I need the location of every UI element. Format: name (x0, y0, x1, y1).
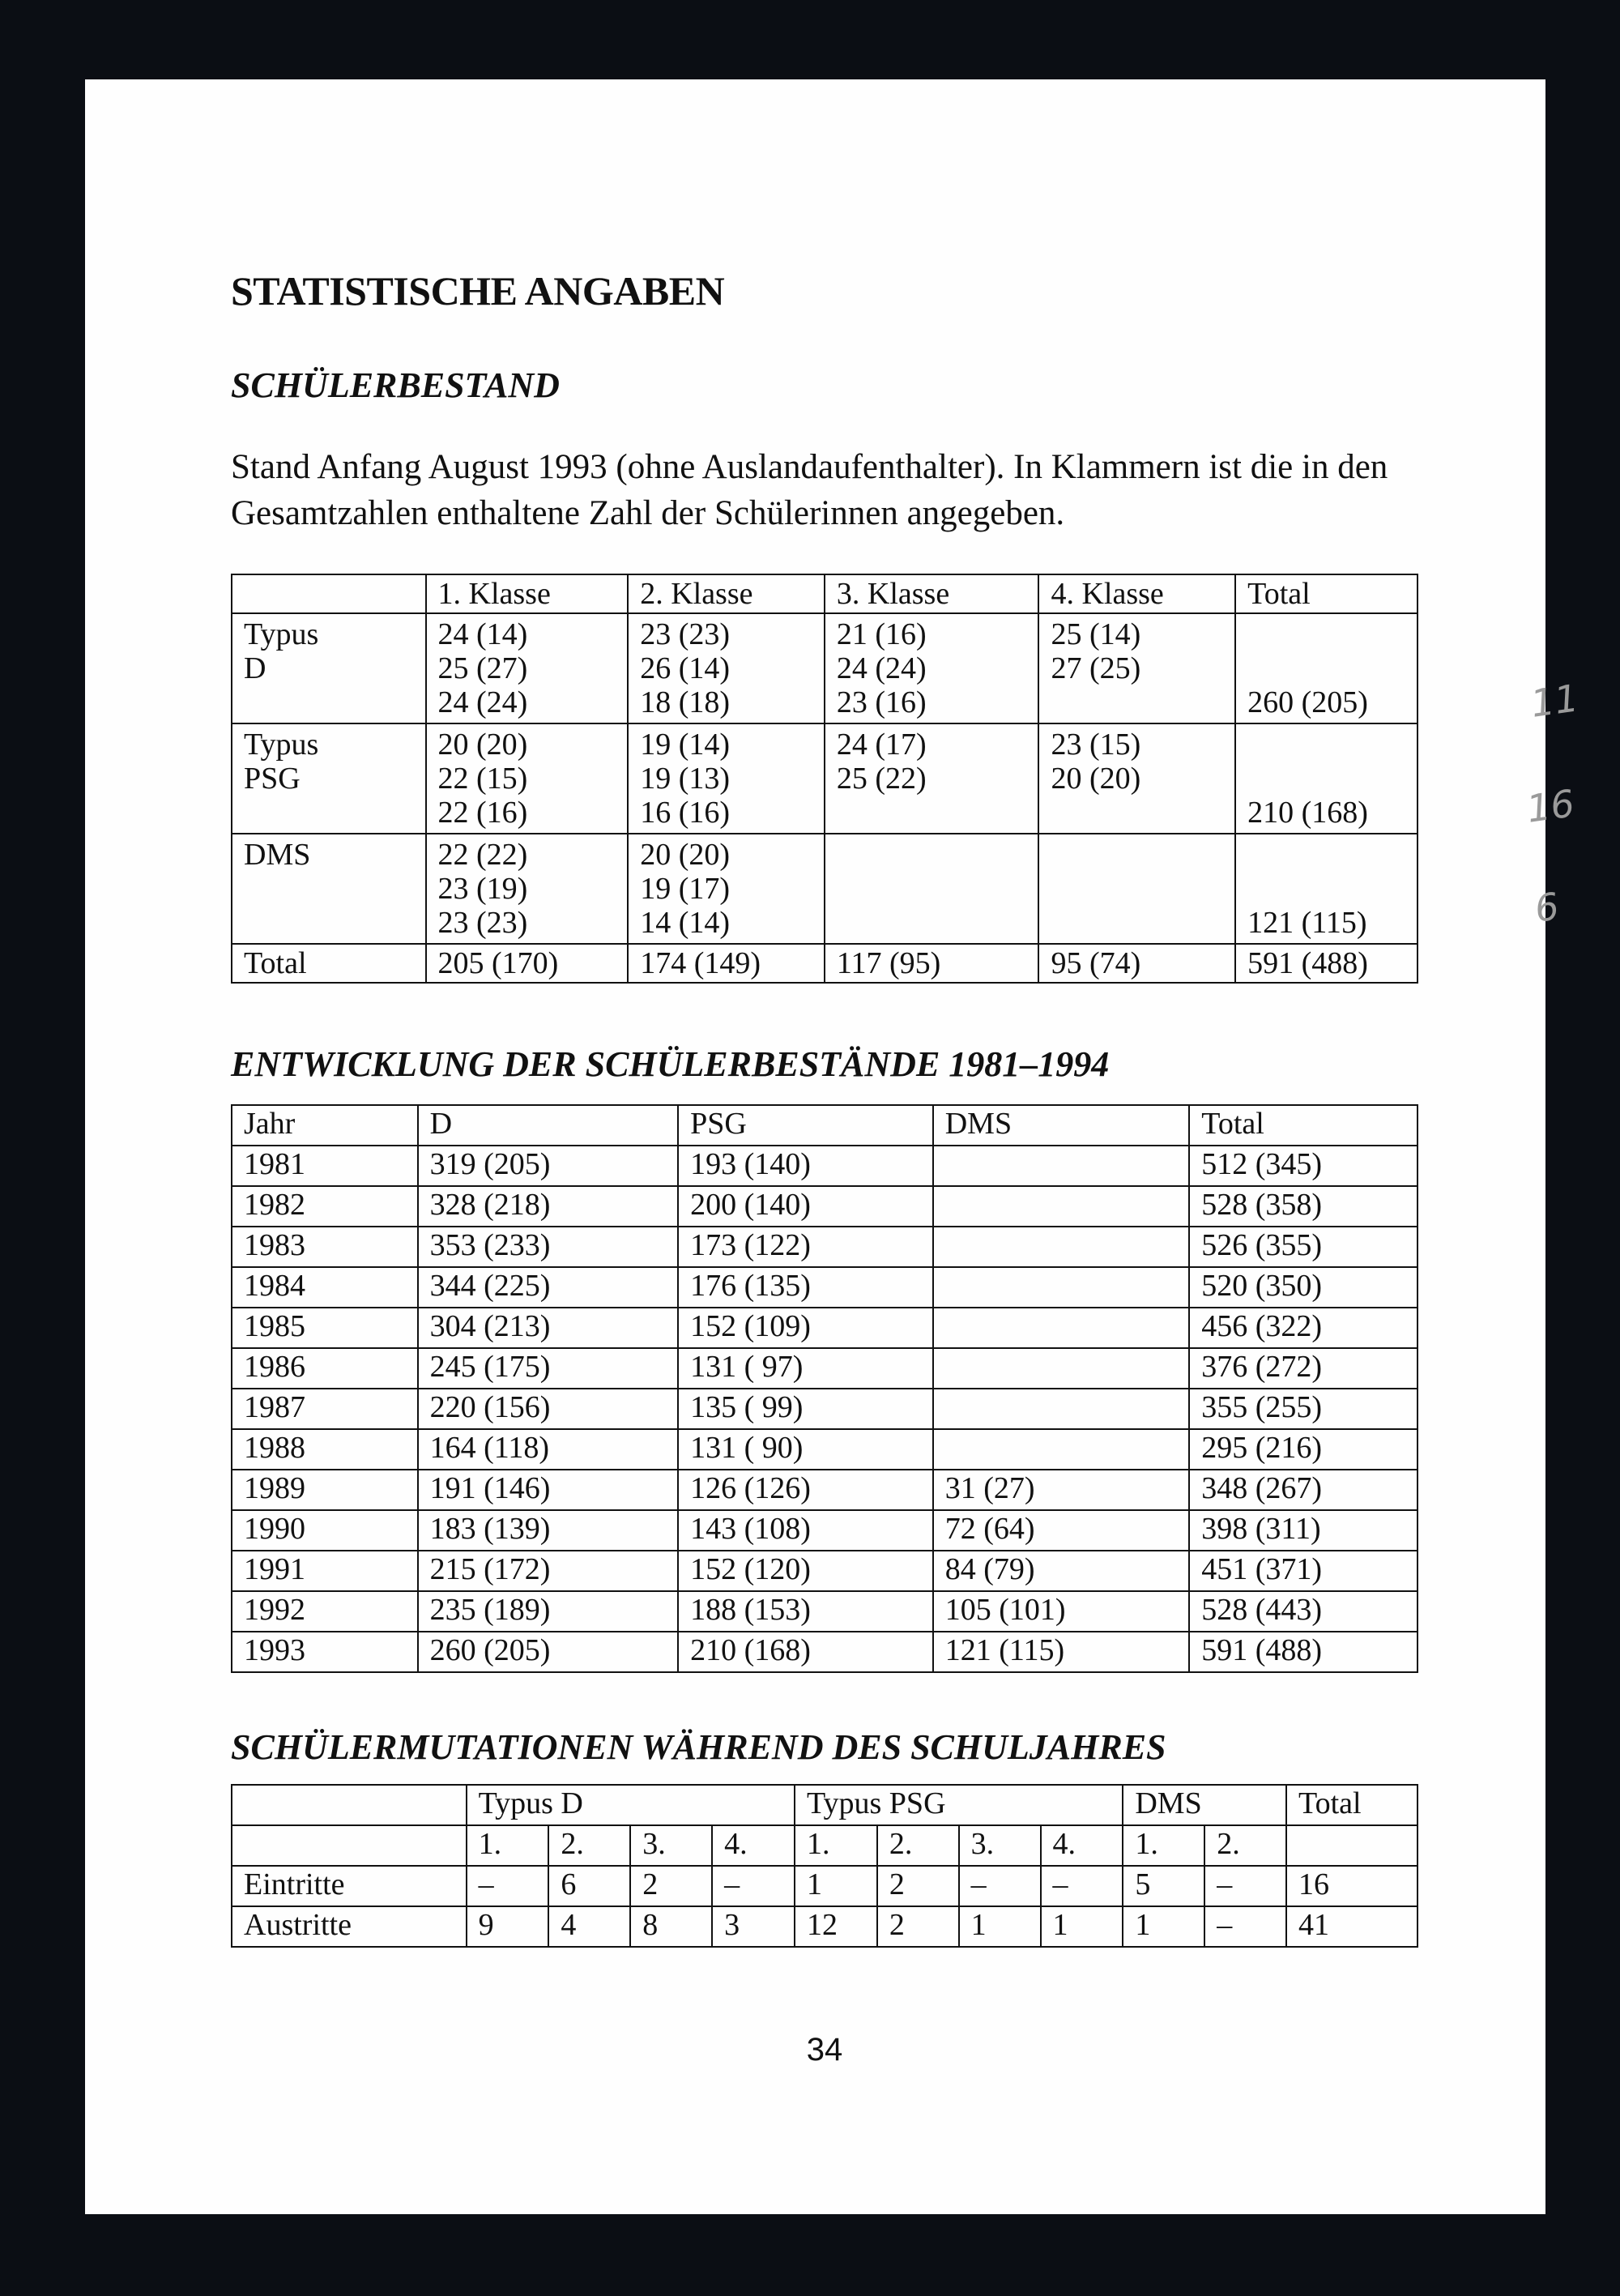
header-cell (232, 1785, 467, 1825)
header-cell: Total (1189, 1105, 1418, 1146)
table-header-row (232, 574, 1418, 613)
cell-klasse-3: 21 (16) 24 (24) 23 (16) (825, 613, 1039, 723)
cell-d: 164 (118) (418, 1429, 679, 1470)
cell-total: 512 (345) (1189, 1146, 1418, 1186)
table-total-row (232, 944, 1418, 983)
cell-klasse-1: 24 (14) 25 (27) 24 (24) (426, 613, 629, 723)
cell: 2 (630, 1866, 712, 1906)
cell: 3 (712, 1906, 795, 1947)
cell: 12 (795, 1906, 877, 1947)
cell-d: 183 (139) (418, 1510, 679, 1551)
cell-total: 456 (322) (1189, 1308, 1418, 1348)
header-cell: D (418, 1105, 679, 1146)
cell-dms: 105 (101) (933, 1591, 1190, 1632)
cell-klasse-1: 205 (170) (426, 944, 629, 983)
header-cell: 1. (1123, 1825, 1204, 1866)
cell-psg: 210 (168) (678, 1632, 933, 1672)
cell-dms (933, 1227, 1190, 1267)
cell-dms (933, 1348, 1190, 1389)
table-row (232, 1227, 1418, 1267)
cell-jahr: 1986 (232, 1348, 418, 1389)
header-cell: 2. Klasse (628, 574, 825, 613)
table-row (232, 1470, 1418, 1510)
cell-psg: 143 (108) (678, 1510, 933, 1551)
cell-jahr: 1988 (232, 1429, 418, 1470)
cell: 9 (467, 1906, 549, 1947)
cell-psg: 200 (140) (678, 1186, 933, 1227)
header-cell: 4. (712, 1825, 795, 1866)
cell-total: 591 (488) (1235, 944, 1418, 983)
cell-klasse-1: 20 (20) 22 (15) 22 (16) (426, 723, 629, 834)
cell: 8 (630, 1906, 712, 1947)
table-row (232, 1591, 1418, 1632)
table-row (232, 1186, 1418, 1227)
cell: – (1204, 1866, 1286, 1906)
table-row (232, 1348, 1418, 1389)
section-heading-schuelerbestand: SCHÜLERBESTAND (231, 365, 560, 405)
header-cell: 3. (630, 1825, 712, 1866)
cell-total: 348 (267) (1189, 1470, 1418, 1510)
table-row (232, 1429, 1418, 1470)
cell-dms (933, 1389, 1190, 1429)
cell-d: 319 (205) (418, 1146, 679, 1186)
header-cell: 3. (959, 1825, 1041, 1866)
header-cell-typus-d: Typus D (467, 1785, 795, 1825)
header-cell: 2. (1204, 1825, 1286, 1866)
cell-jahr: 1983 (232, 1227, 418, 1267)
cell-jahr: 1982 (232, 1186, 418, 1227)
row-label: Total (232, 944, 426, 983)
header-cell (1286, 1825, 1418, 1866)
header-cell: Jahr (232, 1105, 418, 1146)
header-cell-typus-psg: Typus PSG (795, 1785, 1123, 1825)
row-label: DMS (232, 834, 426, 944)
table-row (232, 1510, 1418, 1551)
cell-total: 210 (168) (1235, 723, 1418, 834)
cell: 2 (877, 1866, 959, 1906)
cell-total: 121 (115) (1235, 834, 1418, 944)
cell: 4 (548, 1906, 630, 1947)
page-number: 34 (806, 2032, 843, 2068)
header-cell: 2. (548, 1825, 630, 1866)
row-label: Eintritte (232, 1866, 467, 1906)
cell-total: 528 (443) (1189, 1591, 1418, 1632)
cell-klasse-3: 24 (17) 25 (22) (825, 723, 1039, 834)
cell-total: 16 (1286, 1866, 1418, 1906)
intro-paragraph: Stand Anfang August 1993 (ohne Auslandaufenthalter). In Klammern ist die in den Gesamtzahlen enthaltene Zahl der Schülerinnen angegeben. (231, 448, 1388, 532)
cell-total: 398 (311) (1189, 1510, 1418, 1551)
cell: – (1041, 1866, 1123, 1906)
schuelerbestand-table (231, 574, 1418, 984)
table-row-eintritte (232, 1866, 1418, 1906)
row-label: Typus PSG (232, 723, 426, 834)
cell: 1 (1041, 1906, 1123, 1947)
table-row (232, 1146, 1418, 1186)
header-cell: DMS (933, 1105, 1190, 1146)
cell-klasse-1: 22 (22) 23 (19) 23 (23) (426, 834, 629, 944)
header-cell (232, 574, 426, 613)
cell: – (712, 1866, 795, 1906)
cell-d: 260 (205) (418, 1632, 679, 1672)
header-cell: Total (1235, 574, 1418, 613)
cell-d: 220 (156) (418, 1389, 679, 1429)
cell-dms: 84 (79) (933, 1551, 1190, 1591)
cell-total: 451 (371) (1189, 1551, 1418, 1591)
handwritten-note: 16 (1524, 781, 1578, 831)
cell-total: 376 (272) (1189, 1348, 1418, 1389)
cell: 2 (877, 1906, 959, 1947)
header-cell-total: Total (1286, 1785, 1418, 1825)
cell-d: 235 (189) (418, 1591, 679, 1632)
header-cell: 1. (795, 1825, 877, 1866)
cell-total: 260 (205) (1235, 613, 1418, 723)
header-cell: 1. Klasse (426, 574, 629, 613)
cell-dms (933, 1429, 1190, 1470)
cell-d: 328 (218) (418, 1186, 679, 1227)
cell-klasse-3: 117 (95) (825, 944, 1039, 983)
cell-klasse-3 (825, 834, 1039, 944)
cell-total: 355 (255) (1189, 1389, 1418, 1429)
cell-psg: 173 (122) (678, 1227, 933, 1267)
cell-jahr: 1981 (232, 1146, 418, 1186)
cell: – (1204, 1906, 1286, 1947)
cell-psg: 176 (135) (678, 1267, 933, 1308)
cell-jahr: 1984 (232, 1267, 418, 1308)
header-cell: 2. (877, 1825, 959, 1866)
cell-psg: 135 ( 99) (678, 1389, 933, 1429)
cell-dms (933, 1308, 1190, 1348)
handwritten-note: 6 (1532, 884, 1562, 931)
cell: 5 (1123, 1866, 1204, 1906)
table-row (232, 1389, 1418, 1429)
cell-jahr: 1992 (232, 1591, 418, 1632)
cell-klasse-4: 23 (15) 20 (20) (1038, 723, 1235, 834)
cell: – (959, 1866, 1041, 1906)
table-group-header-row (232, 1785, 1418, 1825)
cell-d: 245 (175) (418, 1348, 679, 1389)
document-page (85, 79, 1582, 2214)
table-row-dms (232, 834, 1418, 944)
table-row (232, 1308, 1418, 1348)
table-sub-header-row (232, 1825, 1418, 1866)
cell-dms (933, 1267, 1190, 1308)
cell: 1 (959, 1906, 1041, 1947)
cell-klasse-4: 95 (74) (1038, 944, 1235, 983)
cell-d: 344 (225) (418, 1267, 679, 1308)
section-heading-mutationen: SCHÜLERMUTATIONEN WÄHREND DES SCHULJAHRES (231, 1727, 1166, 1767)
cell-total: 520 (350) (1189, 1267, 1418, 1308)
handwritten-note: 11 (1528, 676, 1582, 726)
cell-klasse-4: 25 (14) 27 (25) (1038, 613, 1235, 723)
cell-d: 353 (233) (418, 1227, 679, 1267)
header-cell: 3. Klasse (825, 574, 1039, 613)
cell-dms: 72 (64) (933, 1510, 1190, 1551)
cell-jahr: 1993 (232, 1632, 418, 1672)
cell-jahr: 1991 (232, 1551, 418, 1591)
header-cell: PSG (678, 1105, 933, 1146)
entwicklung-table (231, 1104, 1418, 1673)
cell-d: 215 (172) (418, 1551, 679, 1591)
cell-jahr: 1990 (232, 1510, 418, 1551)
cell-dms (933, 1186, 1190, 1227)
cell-jahr: 1985 (232, 1308, 418, 1348)
table-row (232, 1632, 1418, 1672)
page-title: STATISTISCHE ANGABEN (231, 268, 725, 314)
table-row-typus-d (232, 613, 1418, 723)
cell-dms: 31 (27) (933, 1470, 1190, 1510)
table-row-austritte (232, 1906, 1418, 1947)
cell: 1 (795, 1866, 877, 1906)
cell-klasse-2: 174 (149) (628, 944, 825, 983)
cell-psg: 152 (120) (678, 1551, 933, 1591)
table-row-typus-psg (232, 723, 1418, 834)
cell-total: 41 (1286, 1906, 1418, 1947)
row-label: Typus D (232, 613, 426, 723)
cell-d: 191 (146) (418, 1470, 679, 1510)
cell: 6 (548, 1866, 630, 1906)
cell-klasse-2: 19 (14) 19 (13) 16 (16) (628, 723, 825, 834)
cell-psg: 188 (153) (678, 1591, 933, 1632)
cell-total: 528 (358) (1189, 1186, 1418, 1227)
cell-psg: 152 (109) (678, 1308, 933, 1348)
header-cell (232, 1825, 467, 1866)
section-heading-entwicklung: ENTWICKLUNG DER SCHÜLERBESTÄNDE 1981–1994 (231, 1044, 1110, 1084)
cell-total: 591 (488) (1189, 1632, 1418, 1672)
header-cell-dms: DMS (1123, 1785, 1286, 1825)
cell: 1 (1123, 1906, 1204, 1947)
cell-psg: 131 ( 90) (678, 1429, 933, 1470)
header-cell: 4. Klasse (1038, 574, 1235, 613)
cell-total: 526 (355) (1189, 1227, 1418, 1267)
table-row (232, 1267, 1418, 1308)
mutationen-table (231, 1784, 1418, 1948)
cell-klasse-2: 23 (23) 26 (14) 18 (18) (628, 613, 825, 723)
cell: – (467, 1866, 549, 1906)
cell-dms (933, 1146, 1190, 1186)
cell-jahr: 1989 (232, 1470, 418, 1510)
cell-jahr: 1987 (232, 1389, 418, 1429)
cell-d: 304 (213) (418, 1308, 679, 1348)
header-cell: 1. (467, 1825, 549, 1866)
row-label: Austritte (232, 1906, 467, 1947)
cell-psg: 126 (126) (678, 1470, 933, 1510)
cell-psg: 131 ( 97) (678, 1348, 933, 1389)
cell-klasse-2: 20 (20) 19 (17) 14 (14) (628, 834, 825, 944)
header-cell: 4. (1041, 1825, 1123, 1866)
cell-dms: 121 (115) (933, 1632, 1190, 1672)
table-row (232, 1551, 1418, 1591)
table-header-row (232, 1105, 1418, 1146)
cell-total: 295 (216) (1189, 1429, 1418, 1470)
cell-klasse-4 (1038, 834, 1235, 944)
cell-psg: 193 (140) (678, 1146, 933, 1186)
